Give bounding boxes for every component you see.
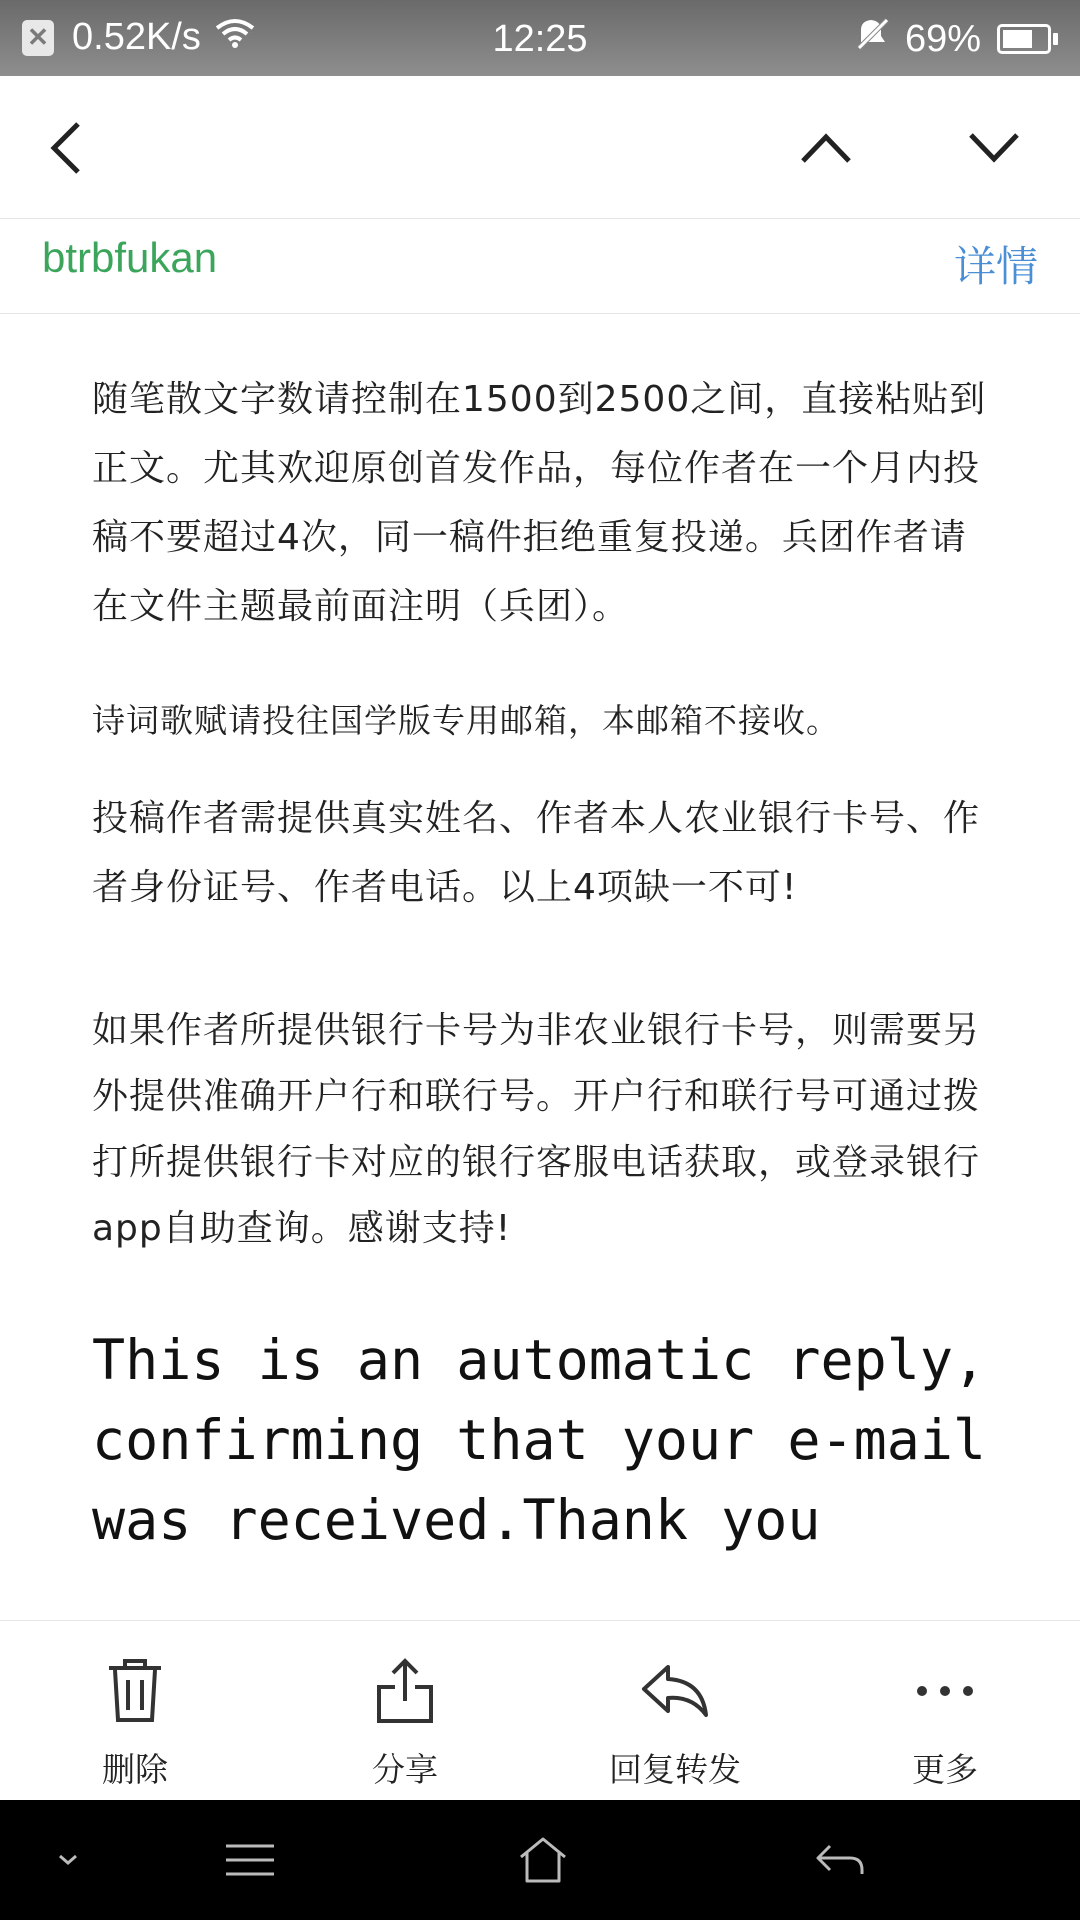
reply-forward-button[interactable] (575, 1651, 775, 1791)
chevron-down-icon (967, 131, 1021, 165)
more-dots-icon (905, 1651, 985, 1730)
mail-toolbar-top (0, 76, 1080, 219)
home-nav-button[interactable] (503, 1825, 583, 1895)
status-time: 12:25 (492, 18, 588, 60)
mail-body (92, 365, 1002, 1560)
status-right (855, 16, 1058, 62)
details-link[interactable]: 详情 (953, 242, 1038, 291)
auto-reply-text: This is an automatic reply, confirming that your e-mail was received.Thank you (92, 1328, 987, 1552)
back-button[interactable] (30, 112, 102, 184)
more-button[interactable] (845, 1651, 1045, 1791)
status-bar (0, 0, 1080, 76)
battery-percent: 69% (904, 17, 981, 60)
share-label: 分享 (372, 1750, 438, 1789)
share-button[interactable] (305, 1651, 505, 1791)
chevron-up-icon (799, 131, 853, 165)
system-nav-bar (0, 1800, 1080, 1920)
sender-row (0, 220, 1080, 314)
reply-forward-label: 回复转发 (609, 1750, 741, 1789)
home-icon (515, 1835, 571, 1885)
menu-icon (220, 1840, 280, 1880)
body-paragraph-1: 随笔散文字数请控制在1500到2500之间，直接粘贴到正文。尤其欢迎原创首发作品，每位作者在一个月内投稿不要超过4次，同一稿件拒绝重复投递。兵团作者请在文件主题最前面注明（兵团）。 (92, 379, 987, 627)
body-paragraph-3: 投稿作者需提供真实姓名、作者本人农业银行卡号、作者身份证号、作者电话。以上4项缺一不可! (92, 798, 981, 908)
back-nav-button[interactable] (800, 1825, 880, 1895)
next-mail-button[interactable] (958, 112, 1030, 184)
back-arrow-icon (812, 1840, 868, 1880)
reply-icon (635, 1651, 715, 1730)
sender-name[interactable]: btrbfukan (42, 234, 218, 281)
menu-nav-button[interactable] (210, 1825, 290, 1895)
previous-mail-button[interactable] (790, 112, 862, 184)
trash-icon (95, 1651, 175, 1730)
chevron-down-icon (53, 1851, 83, 1869)
collapse-nav-button[interactable] (28, 1825, 108, 1895)
delete-button[interactable] (35, 1651, 235, 1791)
battery-fill (1003, 30, 1032, 48)
body-paragraph-2: 诗词歌赋请投往国学版专用邮箱，本邮箱不接收。 (92, 701, 840, 740)
mail-actions-toolbar (0, 1620, 1080, 1800)
share-icon (365, 1651, 445, 1730)
chevron-left-icon (46, 118, 86, 178)
delete-label: 删除 (102, 1750, 168, 1789)
more-label: 更多 (912, 1750, 978, 1789)
battery-icon (997, 24, 1058, 54)
mute-icon (855, 16, 891, 62)
notification-close-icon: ✕ (22, 20, 54, 56)
network-speed: 0.52K/s (72, 16, 201, 58)
body-paragraph-4: 如果作者所提供银行卡号为非农业银行卡号，则需要另外提供准确开户行和联行号。开户行和联行号可通过拨打所提供银行卡对应的银行客服电话获取，或登录银行app自助查询。感谢支持! (92, 1010, 981, 1249)
